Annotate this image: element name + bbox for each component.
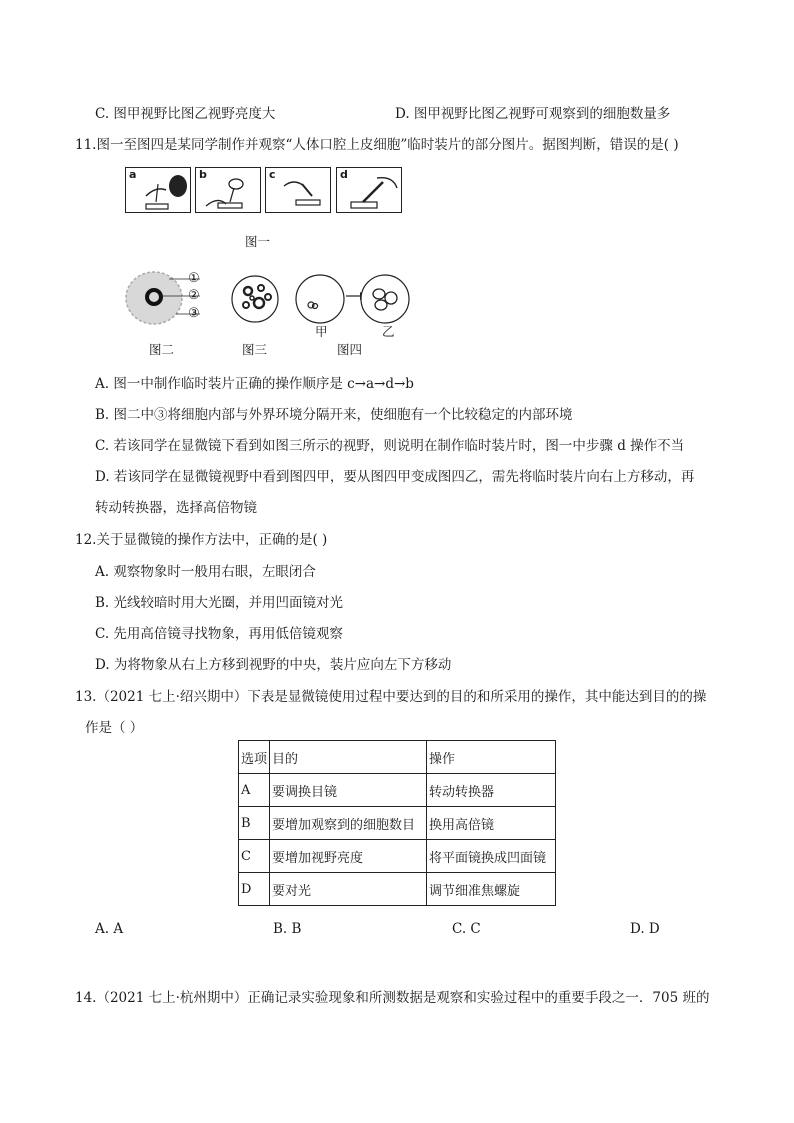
- figure2-cell-diagram: [124, 268, 214, 332]
- figure1-panel-d: [336, 167, 402, 213]
- table-cell: 要对光: [270, 873, 427, 906]
- table-cell: D: [239, 873, 270, 906]
- table-cell: 要增加观察到的细胞数目: [270, 807, 427, 840]
- q12-stem: 12.关于显微镜的操作方法中，正确的是( ): [75, 532, 328, 548]
- q11-stem: 11.图一至图四是某同学制作并观察“人体口腔上皮细胞”临时装片的部分图片。据图判断，错误的是( ): [75, 137, 679, 153]
- table-cell: 换用高倍镜: [427, 807, 556, 840]
- table-cell: 要增加视野亮度: [270, 840, 427, 873]
- q11-option-c: C. 若该同学在显微镜下看到如图三所示的视野，则说明在制作临时装片时，图一中步骤 d 操作不当: [95, 438, 685, 454]
- q11-option-d-line1: D. 若该同学在显微镜视野中看到图四甲，要从图四甲变成图四乙，需先将临时装片向右上方移动，再: [95, 469, 695, 485]
- figure1-caption: 图一: [245, 234, 271, 249]
- q12-option-a: A. 观察物象时一般用右眼，左眼闭合: [95, 564, 316, 580]
- figure4-jia-label: 甲: [315, 324, 328, 339]
- q14-stem: 14.（2021 七上·杭州期中）正确记录实验现象和所测数据是观察和实验过程中的重要手段之一．705 班的: [75, 990, 710, 1006]
- figure1-panel-d-drawing: [337, 168, 403, 214]
- figure4-yi-label: 乙: [382, 324, 395, 339]
- q11-option-a: A. 图一中制作临时装片正确的操作顺序是 c→a→d→b: [95, 376, 414, 392]
- table-cell: C: [239, 840, 270, 873]
- table-cell: 要调换目镜: [270, 774, 427, 807]
- figure4-diagram: [295, 272, 411, 326]
- figure1-panel-b-drawing: [196, 168, 262, 214]
- marker-2: ②: [188, 288, 200, 303]
- table-cell: 转动转换器: [427, 774, 556, 807]
- q13-answer-c: C. C: [452, 921, 481, 937]
- table-header-cell: 目的: [270, 741, 427, 774]
- q11-option-b: B. 图二中③将细胞内部与外界环境分隔开来，使细胞有一个比较稳定的内部环境: [95, 407, 573, 423]
- figure3-bubbles-diagram: [230, 274, 280, 324]
- q11-option-d-line2: 转动转换器，选择高倍物镜: [95, 500, 257, 516]
- panel-tag-a: a: [129, 168, 137, 181]
- q13-stem-line1: 13.（2021 七上·绍兴期中）下表是显微镜使用过程中要达到的目的和所采用的操作，其中能达到目的的操: [75, 689, 707, 705]
- marker-3: ③: [188, 306, 200, 321]
- q13-answer-d: D. D: [630, 921, 660, 937]
- table-row: [239, 807, 556, 840]
- figure1-panel-a: [125, 167, 191, 213]
- table-row: [239, 873, 556, 906]
- panel-tag-d: d: [340, 168, 348, 181]
- panel-tag-b: b: [199, 168, 207, 181]
- table-row: [239, 774, 556, 807]
- q12-option-d: D. 为将物象从右上方移到视野的中央，装片应向左下方移动: [95, 657, 452, 673]
- q10-option-c: C. 图甲视野比图乙视野亮度大: [95, 106, 276, 122]
- figure2-caption: 图二: [149, 342, 175, 357]
- q12-option-c: C. 先用高倍镜寻找物象，再用低倍镜观察: [95, 626, 343, 642]
- q12-option-b: B. 光线较暗时用大光圈，并用凹面镜对光: [95, 595, 344, 611]
- figure1-panel-b: [195, 167, 261, 213]
- table-cell: 调节细准焦螺旋: [427, 873, 556, 906]
- table-header-cell: 选项: [239, 741, 270, 774]
- figure1-panel-a-drawing: [126, 168, 192, 214]
- figure1-panel-c: [265, 167, 331, 213]
- q13-table: [238, 740, 556, 906]
- table-header-cell: 操作: [427, 741, 556, 774]
- marker-1: ①: [188, 271, 200, 286]
- q13-stem-line2: 作是（ ）: [85, 720, 144, 736]
- figure1-panel-c-drawing: [266, 168, 332, 214]
- q13-answer-b: B. B: [273, 921, 302, 937]
- table-cell: 将平面镜换成凹面镜: [427, 840, 556, 873]
- panel-tag-c: c: [269, 168, 276, 181]
- figure4-caption: 图四: [337, 342, 363, 357]
- q13-answer-a: A. A: [95, 921, 124, 937]
- q10-option-d: D. 图甲视野比图乙视野可观察到的细胞数量多: [395, 106, 671, 122]
- table-cell: A: [239, 774, 270, 807]
- table-header-row: [239, 741, 556, 774]
- table-cell: B: [239, 807, 270, 840]
- table-row: [239, 840, 556, 873]
- figure3-caption: 图三: [242, 342, 268, 357]
